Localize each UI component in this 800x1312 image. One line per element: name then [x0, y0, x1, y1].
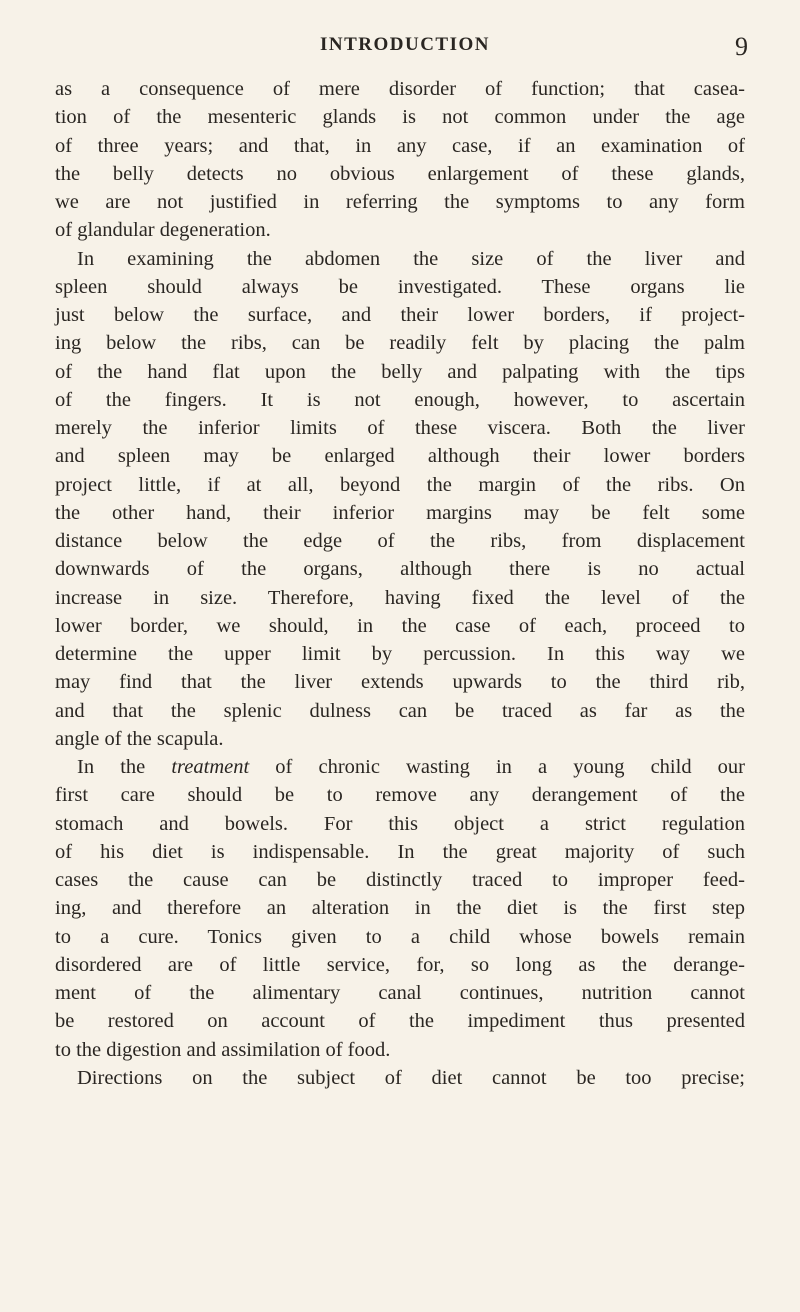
text-line: determine the upper limit by percussion. In this way we	[55, 643, 745, 665]
text-line: ment of the alimentary canal continues, nutrition cannot	[55, 982, 745, 1004]
text-line: of his diet is indispensable. In the great majority of such	[55, 840, 745, 863]
text-line: In examining the abdomen the size of the liver and	[77, 247, 745, 270]
text-line: of the fingers. It is not enough, however, to ascertain	[55, 388, 745, 411]
text-line: merely the inferior limits of these viscera. Both the liver	[55, 417, 745, 439]
body-text	[55, 75, 745, 1092]
text-line: and that the splenic dulness can be traced as far as the	[55, 699, 745, 722]
text-line: of three years; and that, in any case, if an examination of	[55, 134, 745, 157]
text-line: of the hand flat upon the belly and palpating with the tips	[55, 360, 745, 383]
text-line: the belly detects no obvious enlargement of these glands,	[55, 162, 745, 185]
text-line: disordered are of little service, for, so long as the derange-	[55, 953, 745, 976]
text-segment: In the	[77, 756, 172, 778]
text-line: be restored on account of the impediment thus presented	[55, 1010, 745, 1033]
emphasized-term: treatment	[171, 756, 250, 778]
text-line: lower border, we should, in the case of each, proceed to	[55, 614, 745, 637]
running-head	[0, 34, 800, 64]
text-line: cases the cause can be distinctly traced to improper feed-	[55, 869, 745, 891]
text-segment: of chronic wasting in a young child our	[249, 756, 746, 778]
text-line: and spleen may be enlarged although their lower borders	[55, 445, 745, 468]
text-line: ing below the ribs, can be readily felt by placing the palm	[55, 332, 745, 355]
text-line: stomach and bowels. For this object a strict regulation	[55, 812, 745, 835]
text-line: of glandular degeneration.	[55, 219, 271, 242]
text-line: we are not justified in referring the symptoms to any form	[55, 191, 745, 213]
text-line: distance below the edge of the ribs, from displacement	[55, 530, 745, 552]
running-title: INTRODUCTION	[319, 34, 491, 55]
text-line: to the digestion and assimilation of food.	[55, 1038, 391, 1061]
text-line: increase in size. Therefore, having fixed the level of the	[55, 586, 745, 609]
text-line: tion of the mesenteric glands is not common under the age	[55, 106, 745, 129]
text-line: angle of the scapula.	[55, 727, 224, 750]
page-number: 9	[735, 32, 748, 61]
text-line	[55, 753, 745, 781]
text-line: spleen should always be investigated. These organs lie	[55, 275, 745, 298]
text-line: ing, and therefore an alteration in the diet is the first step	[55, 897, 745, 920]
text-line: just below the surface, and their lower borders, if project-	[55, 304, 745, 326]
text-line: project little, if at all, beyond the margin of the ribs. On	[55, 473, 745, 496]
text-line: downwards of the organs, although there is no actual	[55, 558, 745, 581]
text-line: to a cure. Tonics given to a child whose bowels remain	[55, 925, 745, 948]
text-line: Directions on the subject of diet cannot be too precise;	[77, 1066, 745, 1089]
text-line: as a consequence of mere disorder of function; that casea-	[55, 78, 745, 100]
text-line: the other hand, their inferior margins may be felt some	[55, 501, 745, 524]
text-line: first care should be to remove any derangement of the	[55, 784, 745, 807]
text-line: may find that the liver extends upwards to the third rib,	[55, 671, 745, 694]
